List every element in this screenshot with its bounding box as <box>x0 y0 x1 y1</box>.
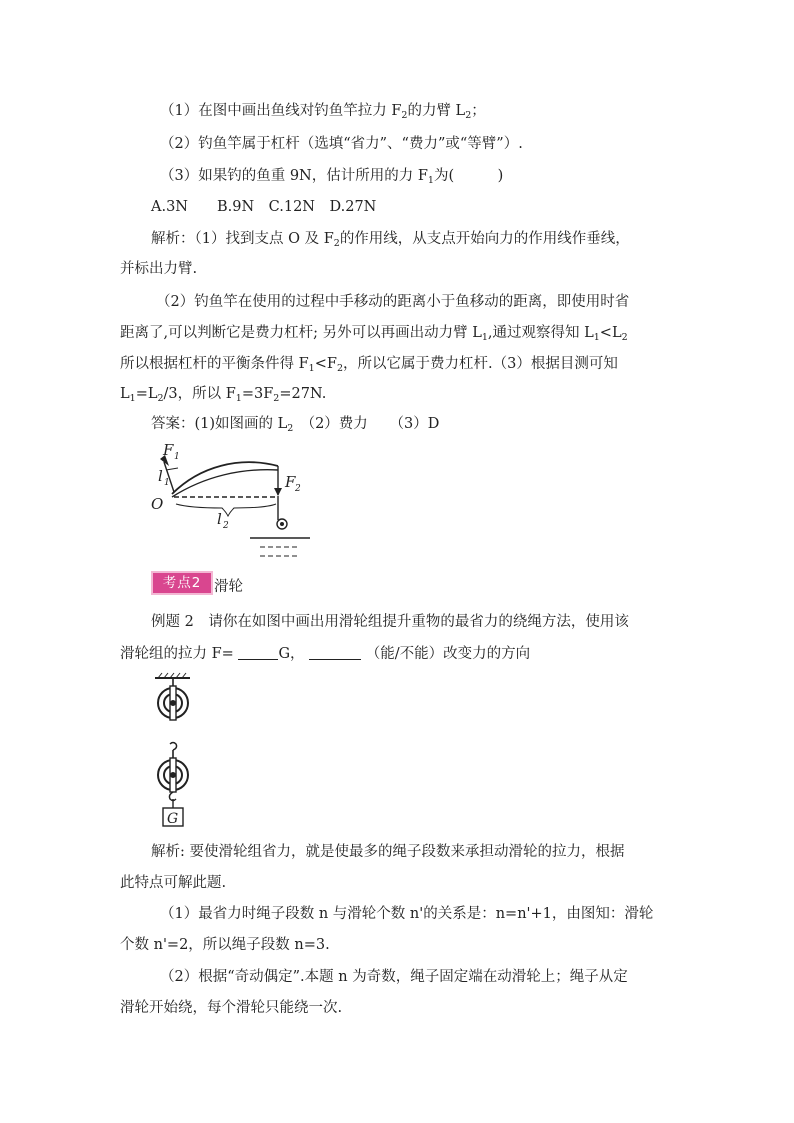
example2-line-1: 例题 2 请你在如图中画出用滑轮组提升重物的最省力的绕绳方法，使用该 <box>151 614 629 630</box>
label-F2: F <box>285 473 296 491</box>
fixed-pulley <box>158 686 188 720</box>
l1-arm <box>166 468 178 470</box>
question-1: （1）在图中画出鱼线对钓鱼竿拉力 $F_2$的力臂 $L_2$； <box>160 103 486 121</box>
answer-options: A.3N B.9N C.12N D.27N <box>151 199 377 215</box>
analysis2-line-2: 此特点可解此题. <box>120 875 227 891</box>
analysis2-line-5: （2）根据“奇动偶定”.本题 n 为奇数，绳子固定端在动滑轮上；绳子从定 <box>160 969 628 985</box>
analysis-line-2: 并标出力臂. <box>120 261 198 277</box>
fishing-rod-diagram <box>160 455 310 556</box>
analysis-line-1: 解析：（1）找到支点 O 及 $F_2$的作用线，从支点开始向力的作用线作垂线， <box>151 231 630 249</box>
label-O: O <box>151 495 164 513</box>
f2-arrowhead <box>274 488 282 496</box>
answer-blank-1[interactable] <box>238 645 278 660</box>
fishing-rod <box>172 462 278 494</box>
analysis2-line-6: 滑轮开始绕，每个滑轮只能绕一次. <box>120 1000 343 1016</box>
analysis2-line-4: 个数 n'=2，所以绳子段数 n=3. <box>120 937 330 953</box>
pulley-diagram <box>155 673 190 826</box>
analysis2-line-1: 解析: 要使滑轮组省力，就是使最多的绳子段数来承担动滑轮的拉力，根据 <box>151 844 625 860</box>
question-3: （3）如果钓的鱼重 9N，估计所用的力 $F_1$为( ) <box>160 168 504 186</box>
fishing-rod-lower <box>172 470 278 497</box>
answer-blank-2[interactable] <box>309 645 361 660</box>
section-title: 滑轮 <box>214 579 243 595</box>
analysis-line-5: 所以根据杠杆的平衡条件得 $F_1<F_2$，所以它属于费力杠杆.（3）根据目测可知 <box>120 356 618 374</box>
analysis-line-3: （2）钓鱼竿在使用的过程中手移动的距离小于鱼移动的距离，即使用时省 <box>156 294 630 310</box>
movable-pulley <box>158 758 188 792</box>
label-F2-sub: 2 <box>295 484 301 494</box>
label-l1: l <box>158 467 163 485</box>
label-F1-sub: 1 <box>174 452 180 462</box>
label-G: G <box>167 811 179 827</box>
analysis-line-4: 距离了,可以判断它是费力杠杆; 另外可以再画出动力臂 $L_1$,通过观察得知 $L_1<L_2$ <box>120 325 628 343</box>
l2-brace <box>176 504 276 516</box>
analysis-line-6: $L_1=L_2/3$，所以 $F_1=3F_2=27N$. <box>120 386 327 404</box>
label-F1: F <box>163 441 174 459</box>
section-badge: 考点2 <box>151 571 213 595</box>
analysis2-line-3: （1）最省力时绳子段数 n 与滑轮个数 n'的关系是：n=n'+1，由图知：滑轮 <box>160 906 654 922</box>
label-l2: l <box>217 510 222 528</box>
label-l2-sub: 2 <box>223 521 229 531</box>
example2-line-2: 滑轮组的拉力 F= G， （能/不能）改变力的方向 <box>120 646 531 662</box>
answer-line: 答案：(1)如图画的 $L_2$ （2）费力 （3）D <box>151 416 440 434</box>
question-2: （2）钓鱼竿属于杠杆（选填“省力”、“费力”或“等臂”）. <box>160 136 523 152</box>
label-l1-sub: 1 <box>164 478 170 488</box>
